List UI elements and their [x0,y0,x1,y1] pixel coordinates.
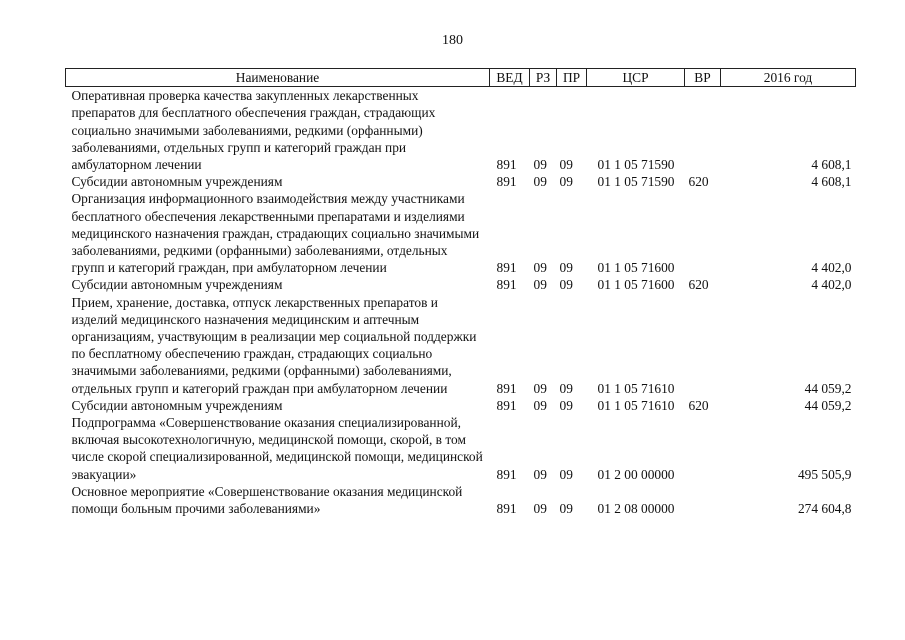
table-row [66,294,856,397]
row-pr: 09 [559,501,573,517]
row-sum: 4 402,0 [811,277,852,293]
row-name: Оперативная проверка качества закупленных лекарственных препаратов для бесплатного обеспечения граждан, страдающих социально значимыми заболеваниями, редкими (орфанными) заболеваниями, отдельных групп и категорий граждан при амбулаторном лечении [71,88,436,173]
table-row [66,87,856,174]
row-name: Субсидии автономным учреждениям [71,174,283,190]
row-name: Субсидии автономным учреждениям [71,397,283,413]
row-csr: 01 1 05 71600 [597,260,675,276]
row-sum: 4 608,1 [811,157,852,173]
row-pr: 09 [559,397,573,413]
row-rz: 09 [533,157,547,173]
row-rz: 09 [533,466,547,482]
row-name: Основное мероприятие «Совершенствование оказания медицинской помощи больным прочими заболеваниями» [71,483,463,517]
column-header-pr: ПР [557,69,587,87]
row-pr: 09 [559,277,573,293]
row-csr: 01 1 05 71600 [597,277,675,293]
row-ved: 891 [496,397,517,413]
row-vr [685,483,721,517]
row-csr: 01 1 05 71610 [597,380,675,396]
row-ved: 891 [496,157,517,173]
row-rz: 09 [533,277,547,293]
table-header-row [66,69,856,87]
row-ved: 891 [496,277,517,293]
row-ved: 891 [496,260,517,276]
row-name: Подпрограмма «Совершенствование оказания специализированной, включая высокотехнологичную, медицинской помощи, скорой, в том числе скорой специализированной, медицинской помощи, медицинской эвакуации» [71,415,483,482]
row-vr: 620 [688,174,709,190]
budget-table [65,68,856,517]
row-ved: 891 [496,174,517,190]
row-rz: 09 [533,174,547,190]
row-rz: 09 [533,260,547,276]
row-csr: 01 1 05 71610 [597,397,675,413]
row-sum: 44 059,2 [804,397,852,413]
column-header-year: 2016 год [721,69,856,87]
row-pr: 09 [559,466,573,482]
row-pr: 09 [559,174,573,190]
row-pr: 09 [559,380,573,396]
row-rz: 09 [533,501,547,517]
row-csr: 01 2 08 00000 [597,501,675,517]
row-csr: 01 2 00 00000 [597,466,675,482]
table-row [66,173,856,190]
row-sum: 274 604,8 [797,501,852,517]
table-row [66,483,856,517]
row-sum: 44 059,2 [804,380,852,396]
table-row [66,397,856,414]
row-sum: 4 608,1 [811,174,852,190]
row-name: Прием, хранение, доставка, отпуск лекарственных препаратов и изделий медицинского назначения медицинским и аптечным организациям, участвующим в реализации мер социальной поддержки по бесплатному обеспечению граждан, страдающих социально значимыми заболеваниями, редкими (орфанными) заболеваниями, отдельных групп и категорий граждан при амбулаторном лечении [71,294,477,396]
row-vr [685,414,721,483]
table-row [66,414,856,483]
column-header-ved: ВЕД [490,69,530,87]
row-rz: 09 [533,397,547,413]
row-vr: 620 [688,397,709,413]
row-ved: 891 [496,501,517,517]
row-csr: 01 1 05 71590 [597,174,675,190]
column-header-name: Наименование [66,69,490,87]
row-pr: 09 [559,260,573,276]
row-vr [685,190,721,276]
row-vr [685,87,721,174]
row-vr: 620 [688,277,709,293]
column-header-csr: ЦСР [587,69,685,87]
column-header-vr: ВР [685,69,721,87]
table-row [66,276,856,293]
row-vr [685,294,721,397]
row-name: Организация информационного взаимодействия между участниками бесплатного обеспечения лекарственными препаратами и изделиями медицинского назначения граждан, страдающих социально значимыми заболеваниями, редкими (орфанными) заболеваниями, отдельных групп и категорий граждан, при амбулаторном лечении [71,191,480,276]
row-sum: 495 505,9 [797,466,852,482]
row-sum: 4 402,0 [811,260,852,276]
row-name: Субсидии автономным учреждениям [71,277,283,293]
row-csr: 01 1 05 71590 [597,157,675,173]
row-ved: 891 [496,466,517,482]
row-pr: 09 [559,157,573,173]
row-rz: 09 [533,380,547,396]
row-ved: 891 [496,380,517,396]
page-number: 180 [442,33,463,48]
table-row [66,190,856,276]
column-header-rz: РЗ [530,69,557,87]
